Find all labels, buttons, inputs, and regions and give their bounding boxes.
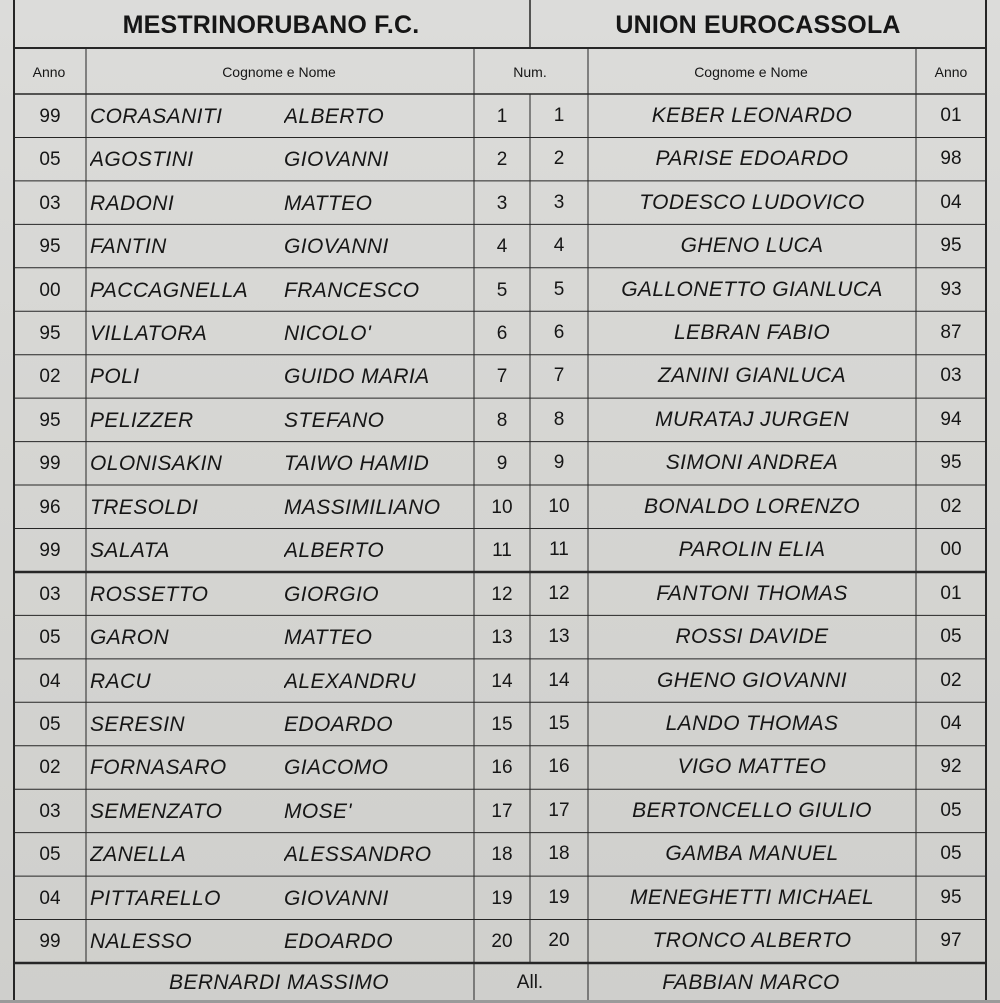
home-player-name: MOSE' [284, 799, 352, 823]
away-player-name: BERTONCELLO GIULIO [632, 798, 872, 822]
home-player-surname: GARON [90, 626, 170, 650]
num-header: Num. [513, 64, 547, 80]
away-player-name: BONALDO LORENZO [643, 494, 861, 518]
away-player-number: 18 [548, 843, 570, 865]
home-player-surname: AGOSTINI [90, 148, 194, 172]
away-player-number: 5 [553, 278, 565, 300]
home-player-number: 5 [496, 279, 508, 301]
away-player-year: 95 [940, 886, 962, 908]
home-player-surname: POLI [90, 365, 140, 389]
home-player-name: GIOVANNI [284, 235, 389, 259]
away-player-year: 95 [940, 452, 962, 474]
away-coach: FABBIAN MARCO [662, 971, 840, 994]
home-player-number: 3 [496, 192, 508, 214]
away-player-year: 04 [940, 713, 962, 735]
away-player-name: GAMBA MANUEL [665, 842, 839, 866]
home-year-header: Anno [32, 64, 66, 80]
home-player-name: GUIDO MARIA [284, 365, 430, 389]
away-player-name: TRONCO ALBERTO [652, 929, 852, 953]
home-player-number: 9 [496, 453, 508, 475]
home-player-number: 13 [491, 627, 513, 649]
home-player-year: 05 [39, 627, 61, 649]
away-player-year: 04 [940, 191, 962, 213]
away-player-year: 05 [940, 626, 962, 648]
away-player-year: 05 [940, 799, 962, 821]
home-player-number: 7 [496, 366, 508, 388]
home-player-number: 12 [491, 583, 513, 605]
home-player-number: 18 [491, 844, 513, 866]
home-player-year: 03 [39, 800, 61, 822]
home-player-name: EDOARDO [284, 930, 393, 954]
away-player-name: KEBER LEONARDO [651, 103, 853, 127]
home-player-year: 00 [39, 279, 61, 301]
home-player-number: 6 [496, 322, 508, 344]
home-player-surname: ZANELLA [90, 843, 187, 867]
home-player-name: EDOARDO [284, 713, 393, 737]
away-player-year: 98 [940, 148, 962, 170]
home-player-surname: SEMENZATO [90, 799, 223, 823]
home-player-number: 16 [491, 757, 513, 779]
home-player-year: 95 [39, 236, 61, 258]
home-player-surname: RADONI [90, 191, 175, 215]
home-player-surname: ROSSETTO [90, 582, 209, 606]
home-player-year: 05 [39, 714, 61, 736]
home-player-name: FRANCESCO [284, 278, 420, 302]
away-player-name: GHENO GIOVANNI [657, 668, 847, 692]
home-player-surname: RACU [90, 669, 152, 693]
home-player-year: 05 [39, 149, 61, 171]
home-player-name: MATTEO [284, 191, 373, 215]
away-player-number: 11 [549, 539, 569, 561]
home-player-year: 99 [39, 453, 61, 475]
away-player-year: 01 [940, 582, 962, 604]
away-player-year: 94 [940, 408, 962, 430]
away-player-number: 8 [553, 408, 565, 430]
away-player-year: 03 [940, 365, 962, 387]
home-player-year: 02 [39, 366, 61, 388]
home-name-header: Cognome e Nome [222, 64, 336, 80]
home-player-name: STEFANO [284, 408, 385, 432]
away-player-year: 02 [940, 669, 962, 691]
home-player-year: 04 [39, 670, 61, 692]
home-player-year: 04 [39, 887, 61, 909]
home-player-surname: NALESSO [90, 930, 193, 954]
home-player-name: GIOVANNI [284, 886, 389, 910]
home-player-surname: PITTARELLO [90, 886, 221, 910]
away-player-name: MURATAJ JURGEN [655, 407, 849, 431]
away-player-number: 16 [548, 756, 570, 778]
away-player-name: ZANINI GIANLUCA [657, 364, 847, 388]
home-player-name: ALBERTO [284, 104, 385, 128]
away-player-number: 6 [553, 321, 565, 343]
away-player-number: 19 [548, 886, 570, 908]
home-player-year: 99 [39, 540, 61, 562]
home-player-number: 2 [496, 149, 508, 171]
away-player-year: 93 [940, 278, 962, 300]
home-player-number: 14 [491, 670, 513, 692]
away-team-title: UNION EUROCASSOLA [615, 10, 901, 39]
away-player-year: 87 [940, 321, 962, 343]
away-year-header: Anno [934, 64, 968, 80]
home-player-number: 4 [496, 236, 508, 258]
home-coach: BERNARDI MASSIMO [169, 971, 389, 994]
home-player-name: MATTEO [284, 626, 373, 650]
away-player-name: LANDO THOMAS [665, 712, 839, 736]
home-player-year: 96 [39, 496, 61, 518]
away-player-number: 7 [553, 365, 565, 387]
home-player-number: 19 [491, 887, 513, 909]
home-team-title: MESTRINORUBANO F.C. [122, 10, 420, 39]
away-player-year: 92 [940, 756, 962, 778]
home-player-number: 10 [491, 496, 513, 518]
home-player-number: 17 [491, 800, 513, 822]
away-player-year: 01 [940, 104, 962, 126]
home-player-name: ALBERTO [284, 539, 385, 563]
away-player-name: FANTONI THOMAS [656, 581, 848, 605]
away-player-number: 15 [548, 713, 570, 735]
away-player-number: 17 [548, 799, 570, 821]
away-player-name: PARISE EDOARDO [655, 147, 849, 171]
home-player-surname: SALATA [90, 539, 170, 563]
away-player-name: TODESCO LUDOVICO [639, 190, 865, 214]
away-player-number: 12 [548, 582, 570, 604]
home-player-number: 11 [492, 540, 512, 562]
home-player-year: 95 [39, 409, 61, 431]
home-player-name: MASSIMILIANO [284, 495, 441, 519]
away-player-name: SIMONI ANDREA [665, 451, 839, 475]
home-player-year: 02 [39, 757, 61, 779]
home-player-name: TAIWO HAMID [284, 452, 430, 476]
home-player-name: ALESSANDRO [284, 843, 432, 867]
home-player-name: ALEXANDRU [284, 669, 416, 693]
home-player-surname: PACCAGNELLA [90, 278, 249, 302]
away-player-year: 02 [940, 495, 962, 517]
home-player-year: 99 [39, 931, 61, 953]
away-name-header: Cognome e Nome [694, 64, 808, 80]
home-player-name: GIACOMO [284, 756, 389, 780]
away-player-year: 00 [940, 539, 962, 561]
home-player-surname: FANTIN [90, 235, 167, 259]
home-player-year: 03 [39, 192, 61, 214]
home-player-surname: FORNASARO [90, 756, 227, 780]
away-player-number: 9 [553, 452, 565, 474]
home-player-number: 1 [496, 105, 508, 127]
away-player-number: 10 [548, 495, 570, 517]
home-player-name: NICOLO' [284, 321, 372, 345]
home-player-year: 05 [39, 844, 61, 866]
away-player-number: 20 [548, 930, 570, 952]
away-player-year: 97 [940, 930, 962, 952]
home-player-name: GIORGIO [284, 582, 379, 606]
home-player-year: 03 [39, 583, 61, 605]
away-player-number: 3 [553, 191, 565, 213]
home-player-surname: CORASANITI [90, 104, 223, 128]
home-player-year: 99 [39, 105, 61, 127]
away-player-number: 13 [548, 626, 570, 648]
away-player-number: 1 [553, 104, 565, 126]
away-player-year: 95 [940, 235, 962, 257]
coach-label: All. [516, 972, 544, 993]
away-player-number: 2 [553, 148, 565, 170]
away-player-name: MENEGHETTI MICHAEL [629, 885, 875, 909]
home-player-surname: VILLATORA [90, 321, 208, 345]
away-player-number: 14 [548, 669, 570, 691]
home-player-number: 20 [491, 931, 513, 953]
away-player-name: VIGO MATTEO [677, 755, 827, 779]
away-player-name: PAROLIN ELIA [678, 538, 826, 562]
home-player-surname: PELIZZER [90, 408, 194, 432]
home-player-name: GIOVANNI [284, 148, 389, 172]
home-player-number: 15 [491, 714, 513, 736]
away-player-name: GHENO LUCA [680, 234, 824, 258]
home-player-number: 8 [496, 409, 508, 431]
home-player-surname: SERESIN [90, 713, 185, 737]
away-player-name: ROSSI DAVIDE [675, 625, 829, 649]
home-player-surname: TRESOLDI [90, 495, 199, 519]
away-player-year: 05 [940, 843, 962, 865]
away-player-number: 4 [553, 235, 565, 257]
home-player-year: 95 [39, 322, 61, 344]
home-player-surname: OLONISAKIN [90, 452, 223, 476]
away-player-name: LEBRAN FABIO [673, 320, 831, 344]
away-player-name: GALLONETTO GIANLUCA [621, 277, 883, 301]
